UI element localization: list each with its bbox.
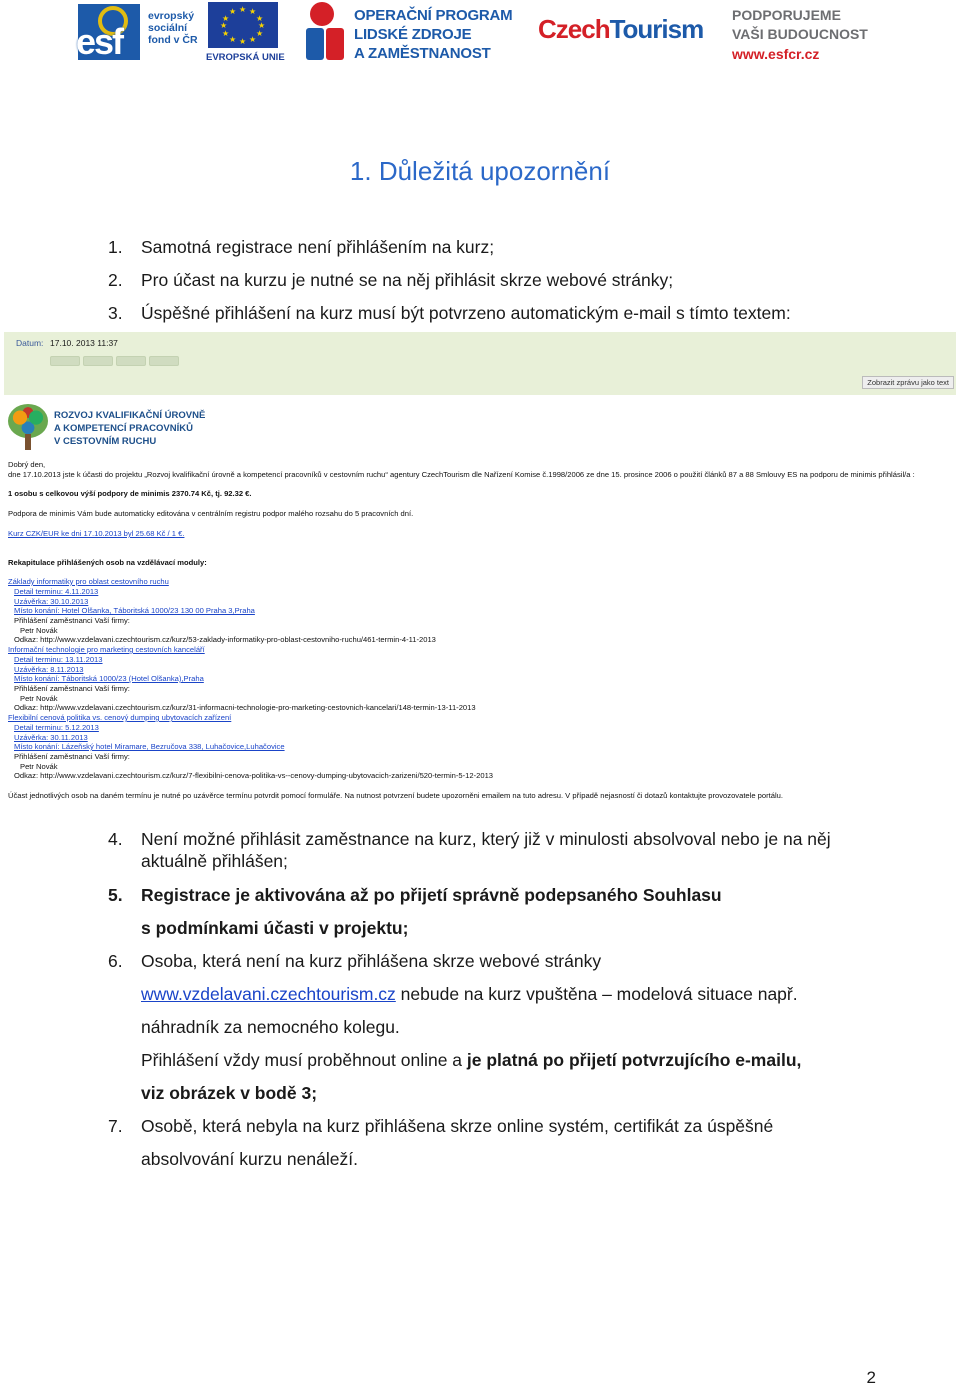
email-action-button[interactable] (50, 356, 80, 366)
course-detail-link[interactable]: Detail terminu: 13.11.2013 (14, 655, 103, 664)
course-title-link[interactable]: Informační technologie pro marketing cestovních kanceláří (8, 645, 205, 654)
ct-red-word: Czech (538, 14, 610, 44)
list-text: Samotná registrace není přihlášením na kurz; (141, 237, 495, 257)
oplz-text: OPERAČNÍ PROGRAM LIDSKÉ ZDROJE A ZAMĚSTNANOST (354, 7, 513, 62)
course-link[interactable]: Odkaz: http://www.vzdelavani.czechtourism.cz/kurz/53-zaklady-informatiky-pro-oblast-cestovniho-ruchu/461-termin-4-11-2013 (14, 635, 436, 644)
list-text-emphasis: viz obrázek v bodě 3; (141, 1083, 318, 1103)
course-deadline[interactable]: Uzávěrka: 8.11.2013 (14, 665, 84, 674)
list-item (108, 822, 888, 879)
ct-blue-word: Tourism (609, 14, 704, 44)
eu-logo (206, 0, 285, 66)
logo-bar (76, 0, 886, 66)
list-text-line: Osobě, která nebyla na kurz přihlášena skrze online systém, certifikát za úspěšné (141, 1116, 774, 1136)
list-text: Úspěšné přihlášení na kurz musí být potvrzeno automatickým e-mail s tímto textem: (141, 303, 791, 323)
notice-list-top (108, 231, 888, 330)
email-footer: Účast jednotlivých osob na daném termínu je nutné po uzávěrce termínu potvrdit pomocí formuláře. Na nutnost potvrzení budete upozorněni emailem na tuto adresu. V případě nejasností či dotazů kontaktujte provozovatele portálu. (8, 791, 784, 800)
support-text: PODPORUJEME VAŠI BUDOUCNOST (732, 7, 868, 42)
list-item (108, 297, 888, 330)
course-place[interactable]: Místo konání: Hotel Olšanka, Táboritská 1000/23 130 00 Praha 3,Praha (14, 606, 255, 615)
course-person: Petr Novák (20, 762, 58, 771)
list-text-line: Přihlášení vždy musí proběhnout online a (141, 1050, 467, 1070)
list-text: Pro účast na kurzu je nutné se na něj přihlásit skrze webové stránky; (141, 270, 674, 290)
email-action-button[interactable] (149, 356, 179, 366)
list-number: 6. (108, 951, 123, 971)
list-number: 5. (108, 885, 123, 905)
email-date: 17.10. 2013 11:37 (50, 338, 118, 348)
course-title-link[interactable]: Základy informatiky pro oblast cestovního ruchu (8, 577, 169, 586)
project-title: ROZVOJ KVALIFIKAČNÍ ÚROVNĚ A KOMPETENCÍ PRACOVNÍKŮ V CESTOVNÍM RUCHU (54, 410, 206, 447)
list-text-emphasis: je platná po přijetí potvrzujícího e-mailu, (466, 1050, 802, 1070)
list-text-line: Registrace je aktivována až po přijetí správně podepsaného Souhlasu (141, 885, 722, 905)
support-url: www.esfcr.cz (732, 46, 820, 62)
course-place[interactable]: Místo konání: Táboritská 1000/23 (Hotel Olšanka),Praha (14, 674, 204, 683)
course-link[interactable]: Odkaz: http://www.vzdelavani.czechtourism.cz/kurz/31-informacni-technologie-pro-marketing-cestovnich-kancelari/148-termin-13-11-2013 (14, 703, 476, 712)
list-item (108, 1110, 888, 1176)
notice-list-bottom (108, 822, 888, 1176)
list-number: 1. (108, 237, 123, 257)
course-person: Petr Novák (20, 626, 58, 635)
eu-flag-icon: ★ ★ ★ ★ ★ ★ ★ ★ ★ ★ ★ ★ (208, 2, 278, 48)
list-number: 3. (108, 303, 123, 323)
support-logo (732, 0, 892, 66)
course-detail-link[interactable]: Detail terminu: 5.12.2013 (14, 723, 99, 732)
email-intro: dne 17.10.2013 jste k účasti do projektu „Rozvoj kvalifikační úrovně a kompetencí pracovníků v cestovním ruchu“ agentury CzechTourism dle Nařízení Komise č.1998/2006 ze dne 15. prosince 2006 o použití článků 87 a 88 Smlouvy ES na podporu de minimis přihlásil/a : (8, 470, 915, 479)
eu-caption: EVROPSKÁ UNIE (206, 52, 285, 63)
course-deadline[interactable]: Uzávěrka: 30.10.2013 (14, 597, 89, 606)
email-support-line: 1 osobu s celkovou výší podpory de minimis 2370.74 Kč, tj. 92.32 €. (8, 489, 252, 498)
list-item (108, 264, 888, 297)
course-registered-label: Přihlášení zaměstnanci Vaší firmy: (14, 684, 130, 693)
email-header (4, 332, 956, 395)
esf-logo (76, 0, 204, 66)
email-rate-line: Kurz CZK/EUR ke dni 17.10.2013 byl 25.68 Kč / 1 €. (8, 529, 185, 538)
oplz-logo (306, 0, 520, 66)
tree-logo-icon (8, 404, 48, 452)
oplz-figures-icon (306, 2, 348, 62)
course-registered-label: Přihlášení zaměstnanci Vaší firmy: (14, 616, 130, 625)
list-text-line: náhradník za nemocného kolegu. (141, 1017, 400, 1037)
course-deadline[interactable]: Uzávěrka: 30.11.2013 (14, 733, 88, 742)
email-action-button[interactable] (116, 356, 146, 366)
list-text-line: s podmínkami účasti v projektu; (141, 918, 409, 938)
course-title-link[interactable]: Flexibilní cenová politika vs. cenový dumping ubytovacích zařízení (8, 713, 232, 722)
list-text-line: absolvování kurzu nenáleží. (141, 1149, 358, 1169)
list-item (108, 945, 888, 1110)
view-as-text-button[interactable]: Zobrazit zprávu jako text (862, 376, 954, 389)
email-date-label: Datum: (16, 338, 44, 348)
email-registry-line: Podpora de minimis Vám bude automaticky editována v centrálním registru podpor malého rozsahu do 5 pracovních dní. (8, 509, 414, 518)
czechtourism-logo (538, 0, 714, 66)
list-text: Není možné přihlásit zaměstnance na kurz, který již v minulosti absolvoval nebo je na něj aktuálně přihlášen; (141, 829, 831, 871)
course-detail-link[interactable]: Detail terminu: 4.11.2013 (14, 587, 99, 596)
list-item (108, 879, 888, 945)
page-number: 2 (866, 1368, 876, 1387)
list-number: 4. (108, 829, 123, 849)
course-link[interactable]: Odkaz: http://www.vzdelavani.czechtourism.cz/kurz/7-flexibilni-cenova-politika-vs--cenovy-dumping-ubytovacich-zarizeni/520-termin-5-12-2013 (14, 771, 494, 780)
esf-text: evropský sociální fond v ČR (148, 10, 198, 46)
course-registered-label: Přihlášení zaměstnanci Vaší firmy: (14, 752, 130, 761)
email-greeting: Dobrý den, (8, 460, 46, 469)
confirmation-email-screenshot (4, 332, 956, 806)
list-text-line: nebude na kurz vpuštěna – modelová situace např. (395, 984, 798, 1004)
email-recap-heading: Rekapitulace přihlášených osob na vzdělávací moduly: (8, 558, 207, 567)
list-text-line: Osoba, která není na kurz přihlášena skrze webové stránky (141, 951, 602, 971)
list-number: 2. (108, 270, 123, 290)
esf-wordmark: esf (76, 21, 123, 62)
email-action-buttons (50, 356, 182, 368)
list-item (108, 231, 888, 264)
course-person: Petr Novák (20, 694, 58, 703)
email-action-button[interactable] (83, 356, 113, 366)
website-link[interactable]: www.vzdelavani.czechtourism.cz (141, 984, 396, 1004)
course-place[interactable]: Místo konání: Lázeňský hotel Miramare, Bezručova 338, Luhačovice,Luhačovice (14, 742, 285, 751)
section-heading: 1. Důležitá upozornění (349, 156, 611, 186)
list-number: 7. (108, 1116, 123, 1136)
